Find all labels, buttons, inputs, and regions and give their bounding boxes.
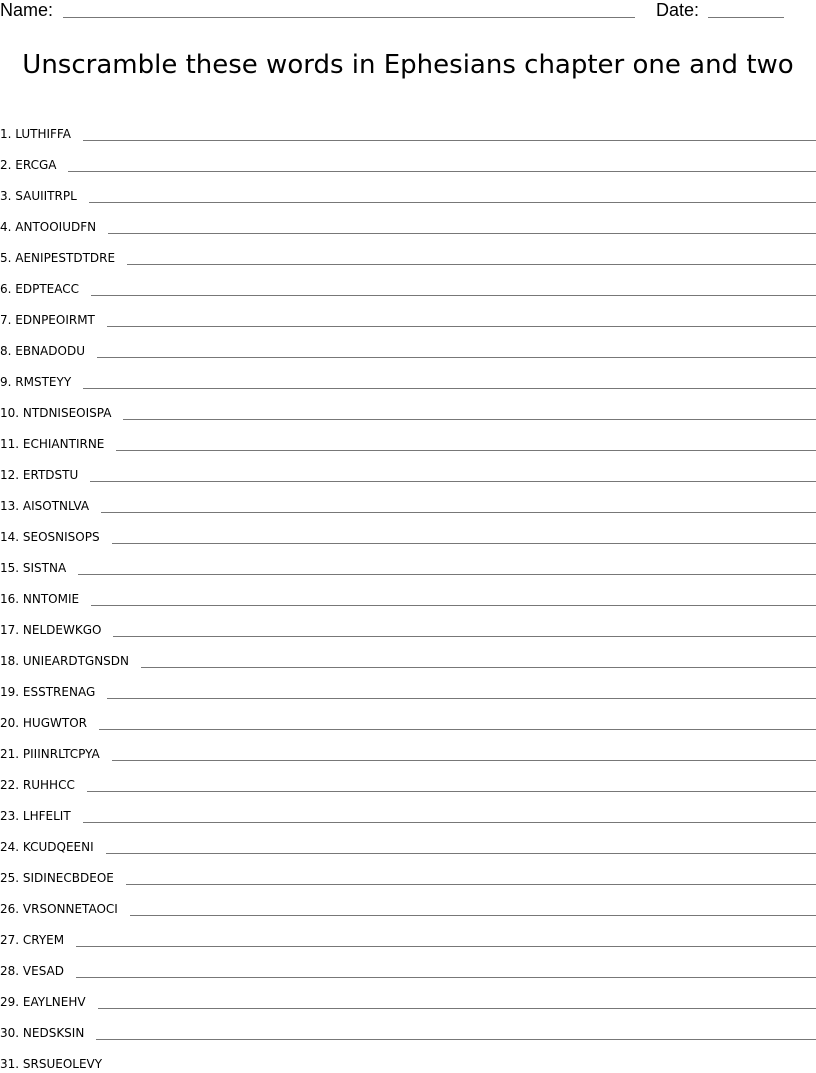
- answer-line: [91, 605, 816, 606]
- scrambled-word: 30. NEDSKSIN: [0, 1026, 85, 1040]
- scrambled-word: 27. CRYEM: [0, 933, 65, 947]
- answer-line: [126, 884, 816, 885]
- list-item: [0, 608, 816, 639]
- list-item: [0, 949, 816, 980]
- name-field-line: [63, 17, 635, 18]
- answer-line: [91, 295, 816, 296]
- scrambled-word: 10. NTDNISEOISPA: [0, 406, 112, 420]
- list-item: [0, 484, 816, 515]
- scrambled-word: 15. SISTNA: [0, 561, 67, 575]
- scrambled-word: 19. ESSTRENAG: [0, 685, 96, 699]
- list-item: [0, 639, 816, 670]
- scrambled-word: 13. AISOTNLVA: [0, 499, 90, 513]
- list-item: [0, 980, 816, 1011]
- answer-line: [87, 791, 816, 792]
- list-item: [0, 577, 816, 608]
- scrambled-word: 17. NELDEWKGO: [0, 623, 102, 637]
- scrambled-word: 8. EBNADODU: [0, 344, 85, 358]
- list-item: [0, 422, 816, 453]
- scrambled-word: 18. UNIEARDTGNSDN: [0, 654, 130, 668]
- list-item: [0, 825, 816, 856]
- list-item: [0, 1042, 816, 1073]
- answer-line: [78, 574, 816, 575]
- scrambled-word: 25. SIDINECBDEOE: [0, 871, 114, 885]
- scrambled-word: 16. NNTOMIE: [0, 592, 80, 606]
- answer-line: [76, 977, 816, 978]
- answer-line: [112, 543, 816, 544]
- scrambled-word: 29. EAYLNEHV: [0, 995, 86, 1009]
- answer-line: [112, 760, 816, 761]
- answer-line: [123, 419, 816, 420]
- header: [0, 0, 816, 24]
- list-item: [0, 887, 816, 918]
- list-item: [0, 794, 816, 825]
- answer-line: [99, 729, 816, 730]
- scrambled-word: 9. RMSTEYY: [0, 375, 72, 389]
- list-item: [0, 763, 816, 794]
- list-item: [0, 701, 816, 732]
- answer-line: [141, 667, 816, 668]
- list-item: [0, 267, 816, 298]
- list-item: [0, 112, 816, 143]
- scrambled-word-list: [0, 112, 816, 1073]
- scrambled-word: 31. SRSUEOLEVY: [0, 1057, 103, 1071]
- answer-line: [113, 636, 816, 637]
- list-item: [0, 546, 816, 577]
- answer-line: [130, 915, 816, 916]
- scrambled-word: 1. LUTHIFFA: [0, 127, 71, 141]
- answer-line: [127, 264, 816, 265]
- list-item: [0, 174, 816, 205]
- scrambled-word: 12. ERTDSTU: [0, 468, 79, 482]
- list-item: [0, 1011, 816, 1042]
- list-item: [0, 453, 816, 484]
- scrambled-word: 20. HUGWTOR: [0, 716, 87, 730]
- answer-line: [76, 946, 816, 947]
- scrambled-word: 21. PIIINRLTCPYA: [0, 747, 100, 761]
- answer-line: [96, 1039, 816, 1040]
- scrambled-word: 24. KCUDQEENI: [0, 840, 94, 854]
- list-item: [0, 515, 816, 546]
- answer-line: [116, 450, 816, 451]
- list-item: [0, 670, 816, 701]
- list-item: [0, 236, 816, 267]
- answer-line: [83, 388, 816, 389]
- answer-line: [98, 1008, 816, 1009]
- list-item: [0, 329, 816, 360]
- scrambled-word: 2. ERCGA: [0, 158, 57, 172]
- answer-line: [83, 140, 816, 141]
- list-item: [0, 918, 816, 949]
- scrambled-word: 5. AENIPESTDTDRE: [0, 251, 116, 265]
- list-item: [0, 143, 816, 174]
- scrambled-word: 6. EDPTEACC: [0, 282, 79, 296]
- answer-line: [97, 357, 816, 358]
- worksheet-title: Unscramble these words in Ephesians chapter one and two: [22, 50, 794, 80]
- answer-line: [108, 233, 816, 234]
- scrambled-word: 22. RUHHCC: [0, 778, 75, 792]
- scrambled-word: 7. EDNPEOIRMT: [0, 313, 95, 327]
- scrambled-word: 23. LHFELIT: [0, 809, 71, 823]
- scrambled-word: 3. SAUIITRPL: [0, 189, 77, 203]
- scrambled-word: 4. ANTOOIUDFN: [0, 220, 97, 234]
- date-field-line: [708, 17, 784, 18]
- scrambled-word: 26. VRSONNETAOCI: [0, 902, 118, 916]
- name-label: Name:: [0, 0, 54, 20]
- list-item: [0, 205, 816, 236]
- list-item: [0, 856, 816, 887]
- answer-line: [90, 481, 816, 482]
- answer-line: [107, 698, 816, 699]
- list-item: [0, 360, 816, 391]
- list-item: [0, 732, 816, 763]
- scrambled-word: 28. VESAD: [0, 964, 64, 978]
- scrambled-word: 11. ECHIANTIRNE: [0, 437, 105, 451]
- date-label: Date:: [656, 0, 700, 20]
- answer-line: [68, 171, 816, 172]
- scrambled-word: 14. SEOSNISOPS: [0, 530, 100, 544]
- answer-line: [107, 326, 816, 327]
- answer-line: [101, 512, 816, 513]
- answer-line: [89, 202, 816, 203]
- answer-line: [83, 822, 816, 823]
- list-item: [0, 391, 816, 422]
- list-item: [0, 298, 816, 329]
- answer-line: [106, 853, 816, 854]
